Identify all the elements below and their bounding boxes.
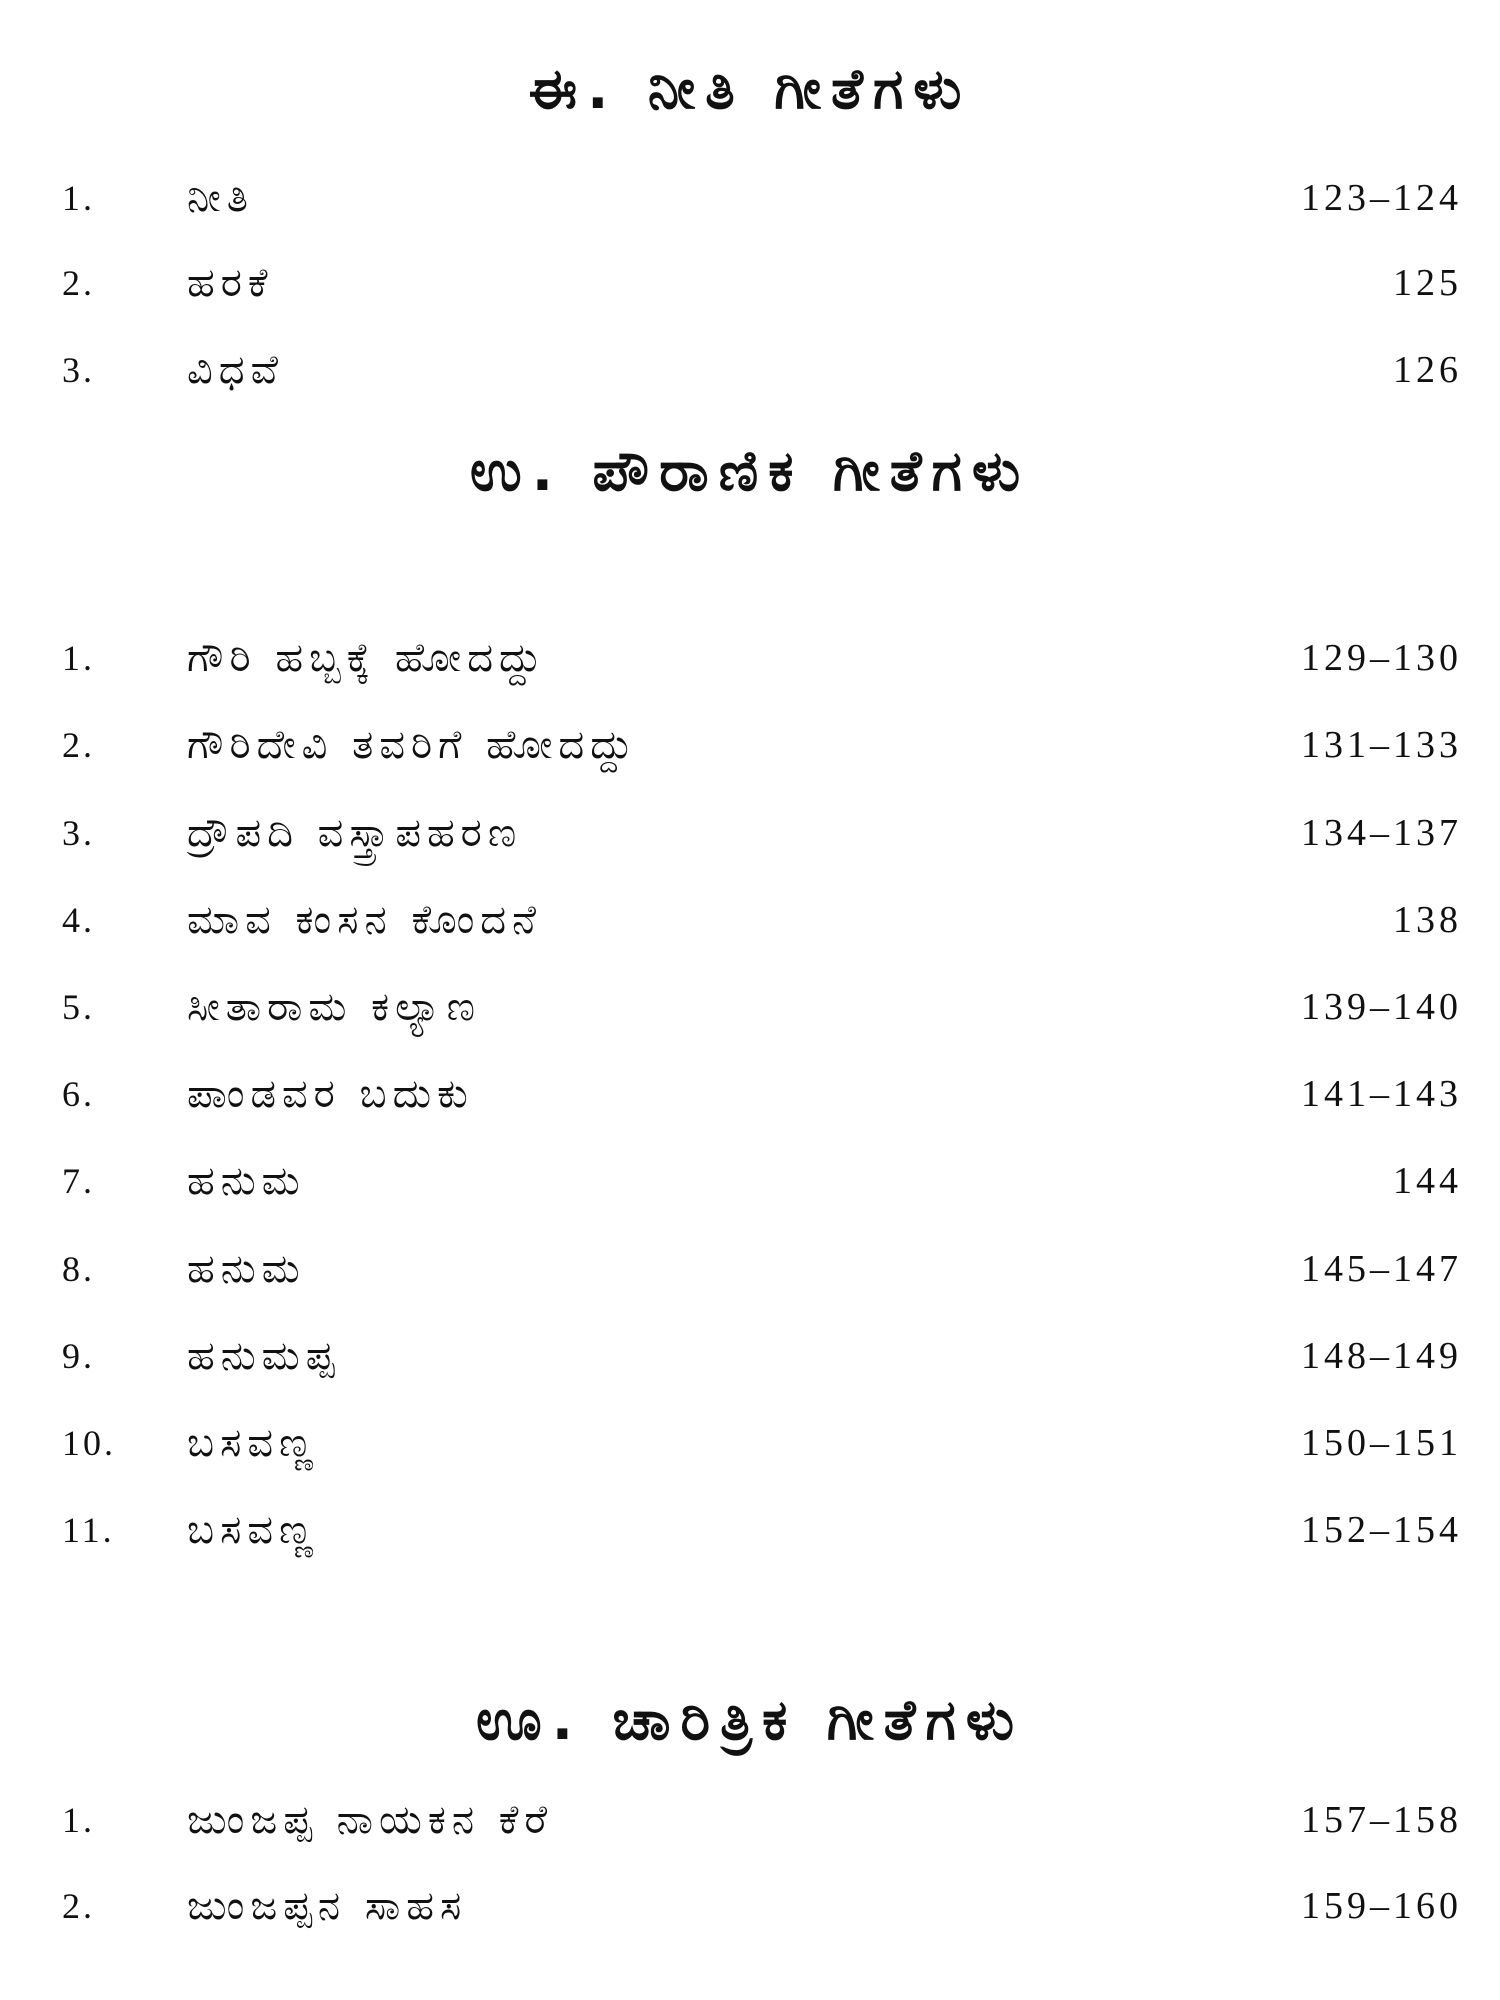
entry-pages: 144: [1393, 1160, 1462, 1202]
entry-number: 4.: [62, 900, 95, 940]
entry-pages: 150–151: [1301, 1422, 1462, 1464]
section-title-pauranika: ಉ. ಪೌರಾಣಿಕ ಗೀತೆಗಳು: [469, 439, 1031, 504]
entry-pages: 123–124: [1301, 177, 1462, 219]
toc-entry: [0, 977, 1500, 1037]
entry-pages: 148–149: [1301, 1335, 1462, 1377]
toc-entry: [0, 340, 1500, 400]
entry-number: 3.: [62, 350, 95, 390]
entry-title: ವಿಧವೆ: [187, 347, 284, 393]
toc-entry: [0, 628, 1500, 688]
entry-pages: 134–137: [1301, 812, 1462, 854]
entry-number: 2.: [62, 725, 95, 765]
entry-title: ಹರಕೆ: [187, 260, 274, 306]
entry-number: 1.: [62, 1800, 95, 1840]
toc-entry: [0, 803, 1500, 863]
entry-title: ಹನುಮಪ್ಪ: [187, 1333, 341, 1379]
entry-number: 8.: [62, 1249, 95, 1289]
toc-entry: [0, 1239, 1500, 1299]
entry-pages: 131–133: [1301, 724, 1462, 766]
toc-entry: [0, 715, 1500, 775]
toc-entry: [0, 168, 1500, 228]
entry-pages: 141–143: [1301, 1073, 1462, 1115]
entry-pages: 129–130: [1301, 637, 1462, 679]
section-title-charitrika: ಊ. ಚಾರಿತ್ರಿಕ ಗೀತೆಗಳು: [475, 1688, 1025, 1753]
entry-number: 6.: [62, 1074, 95, 1114]
entry-number: 9.: [62, 1336, 95, 1376]
entry-title: ಬಸವಣ್ಣ: [187, 1507, 319, 1553]
toc-entry: [0, 890, 1500, 950]
toc-entry: [0, 253, 1500, 313]
entry-number: 3.: [62, 813, 95, 853]
entry-number: 10.: [62, 1423, 116, 1463]
entry-number: 11.: [62, 1510, 115, 1550]
toc-entry: [0, 1151, 1500, 1211]
entry-title: ಸೀತಾರಾಮ ಕಲ್ಯಾಣ: [187, 984, 482, 1030]
entry-title: ಮಾವ ಕಂಸನ ಕೊಂದನೆ: [187, 897, 542, 943]
entry-pages: 145–147: [1301, 1248, 1462, 1290]
entry-number: 1.: [62, 638, 95, 678]
entry-title: ಹನುಮ: [187, 1246, 306, 1292]
section-title-niti: ಈ. ನೀತಿ ಗೀತೆಗಳು: [528, 57, 972, 122]
entry-number: 2.: [62, 263, 95, 303]
toc-entry: [0, 1790, 1500, 1850]
toc-entry: [0, 1064, 1500, 1124]
entry-title: ಜುಂಜಪ್ಪನ ಸಾಹಸ: [187, 1883, 468, 1929]
entry-title: ಪಾಂಡವರ ಬದುಕು: [187, 1071, 474, 1117]
entry-pages: 138: [1393, 899, 1462, 941]
entry-pages: 126: [1393, 349, 1462, 391]
entry-title: ಗೌರಿ ಹಬ್ಬಕ್ಕೆ ಹೋದದ್ದು: [187, 635, 548, 681]
entry-pages: 159–160: [1301, 1885, 1462, 1927]
entry-title: ದ್ರೌಪದಿ ವಸ್ತ್ರಾಪಹರಣ: [187, 810, 523, 856]
entry-pages: 157–158: [1301, 1799, 1462, 1841]
entry-number: 5.: [62, 987, 95, 1027]
entry-title: ಹನುಮ: [187, 1158, 306, 1204]
toc-entry: [0, 1876, 1500, 1936]
toc-entry: [0, 1500, 1500, 1560]
entry-number: 7.: [62, 1161, 95, 1201]
entry-pages: 139–140: [1301, 986, 1462, 1028]
entry-title: ನೀತಿ: [187, 175, 254, 221]
entry-number: 1.: [62, 178, 95, 218]
entry-pages: 125: [1393, 262, 1462, 304]
entry-pages: 152–154: [1301, 1509, 1462, 1551]
entry-title: ಜುಂಜಪ್ಪ ನಾಯಕನ ಕೆರೆ: [187, 1797, 554, 1843]
toc-entry: [0, 1413, 1500, 1473]
toc-entry: [0, 1326, 1500, 1386]
entry-number: 2.: [62, 1886, 95, 1926]
entry-title: ಬಸವಣ್ಣ: [187, 1420, 319, 1466]
entry-title: ಗೌರಿದೇವಿ ತವರಿಗೆ ಹೋದದ್ದು: [187, 722, 639, 768]
